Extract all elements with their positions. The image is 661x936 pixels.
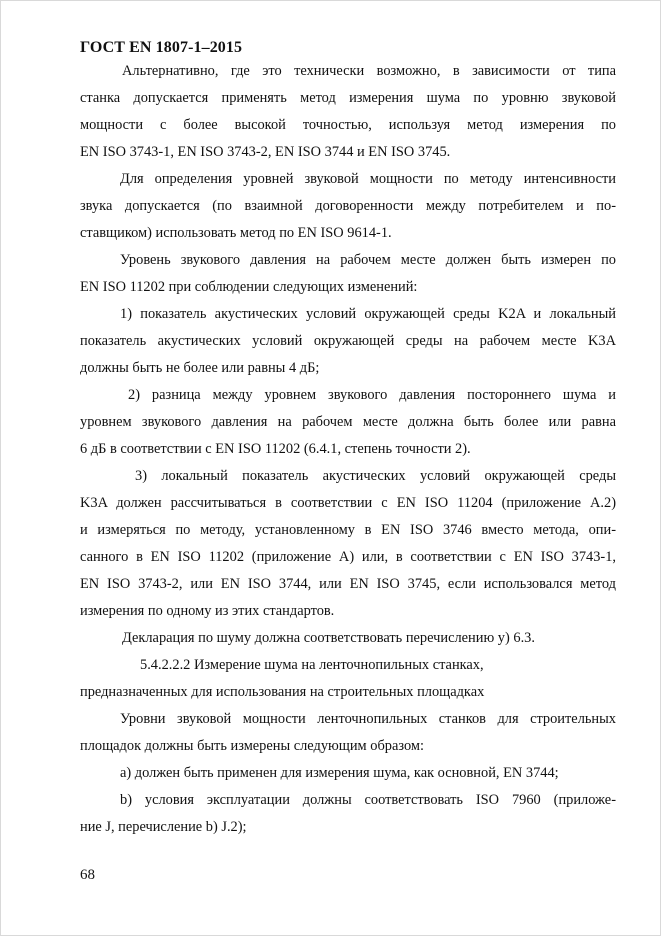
list-item: ние J, перечисление b) J.2); [80, 819, 247, 835]
list-item: а) должен быть применен для измерения шума, как основной, EN 3744; [120, 765, 559, 781]
text-line: площадок должны быть измерены следующим образом: [80, 738, 424, 754]
text-line: звука допускается (по взаимной договоренности между потребителем и по- [80, 198, 616, 214]
text-line: 3) локальный показатель акустических условий окружающей среды [135, 468, 616, 484]
text-line: EN ISO 3743-2, или EN ISO 3744, или EN ISO 3745, если использовался метод [80, 576, 616, 592]
text-line: санного в EN ISO 11202 (приложение А) или, в соответствии с EN ISO 3743-1, [80, 549, 616, 565]
text-line: и измеряться по методу, установленному в EN ISO 3746 вместо метода, опи- [80, 522, 616, 538]
document-body [80, 58, 616, 841]
text-line: K3A должен рассчитываться в соответствии с EN ISO 11204 (приложение А.2) [80, 495, 616, 511]
text-line: станка допускается применять метод измерения шума по уровню звуковой [80, 90, 616, 106]
text-line: Уровень звукового давления на рабочем месте должен быть измерен по [120, 252, 616, 268]
section-heading: предназначенных для использования на строительных площадках [80, 684, 485, 700]
text-line: мощности с более высокой точностью, используя метод измерения по [80, 117, 616, 133]
text-line: Уровни звуковой мощности ленточнопильных станков для строительных [120, 711, 616, 727]
text-line: показатель акустических условий окружающей среды на рабочем месте K3A [80, 333, 616, 349]
text-line: Альтернативно, где это технически возможно, в зависимости от типа [122, 63, 616, 79]
page-number: 68 [80, 867, 95, 883]
text-line: измерения по одному из этих стандартов. [80, 603, 335, 619]
text-line: 2) разница между уровнем звукового давления постороннего шума и [128, 387, 616, 403]
text-line: Декларация по шуму должна соответствовать перечислению у) 6.3. [122, 630, 535, 646]
text-line: EN ISO 11202 при соблюдении следующих изменений: [80, 279, 418, 295]
text-line: 6 дБ в соответствии с EN ISO 11202 (6.4.1, степень точности 2). [80, 441, 471, 457]
list-item: b) условия эксплуатации должны соответствовать ISO 7960 (приложе- [120, 792, 616, 808]
text-line: EN ISO 3743-1, EN ISO 3743-2, EN ISO 3744 и EN ISO 3745. [80, 144, 451, 160]
text-line: 1) показатель акустических условий окружающей среды K2A и локальный [120, 306, 616, 322]
section-heading: 5.4.2.2.2 Измерение шума на ленточнопильных станках, [140, 657, 484, 673]
text-line: Для определения уровней звуковой мощности по методу интенсивности [120, 171, 616, 187]
text-line: уровнем звукового давления на рабочем месте должна быть более или равна [80, 414, 616, 430]
document-header: ГОСТ EN 1807-1–2015 [80, 39, 243, 56]
text-line: ставщиком) использовать метод по EN ISO 9614-1. [80, 225, 392, 241]
text-line: должны быть не более или равны 4 дБ; [80, 360, 320, 376]
